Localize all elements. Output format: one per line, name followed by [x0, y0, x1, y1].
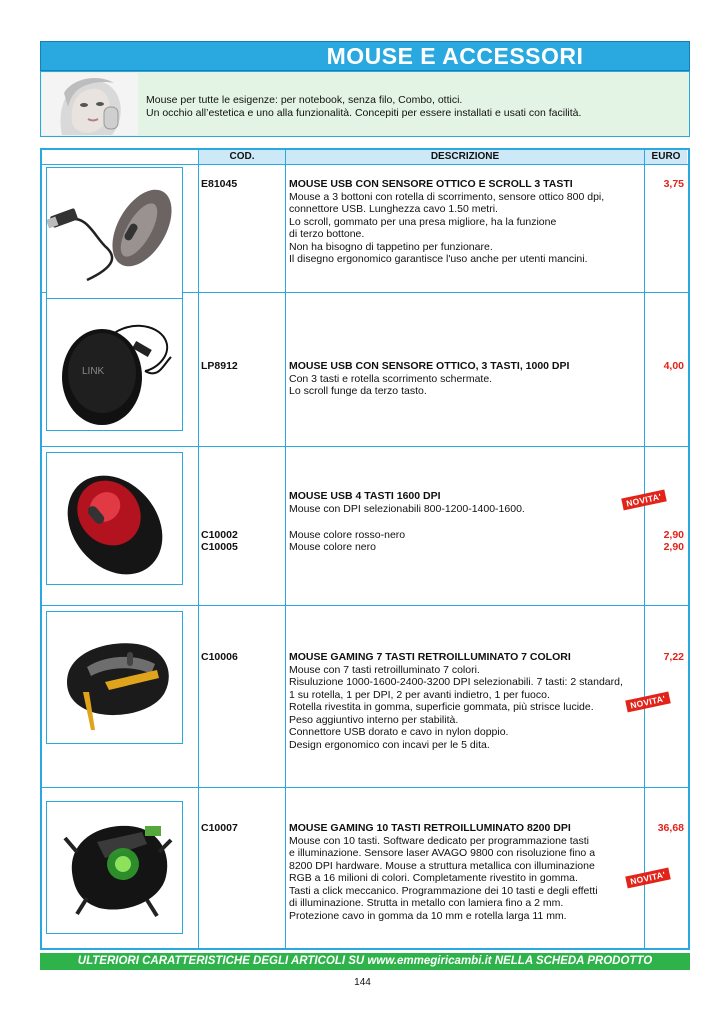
novita-badge: NOVITA': [621, 490, 666, 511]
variant-description: Mouse colore nero: [289, 541, 376, 553]
row-divider: [42, 787, 688, 788]
novita-badge: NOVITA': [625, 692, 670, 713]
description-line: Connettore USB dorato e cavo in nylon doppio.: [289, 726, 509, 738]
product-image-lp8912: [46, 298, 183, 431]
intro-photo: [42, 73, 138, 135]
description-line: RGB a 16 milioni di colori. Completamente rivestito in gomma.: [289, 872, 578, 884]
intro-text: [146, 94, 581, 120]
description-line: Mouse con 7 tasti retroilluminato 7 colori.: [289, 663, 480, 676]
description-line: Lo scroll funge da terzo tasto.: [289, 385, 427, 397]
description-line: Protezione cavo in gomma da 10 mm e rotella larga 11 mm.: [289, 909, 567, 922]
header-descrizione: DESCRIZIONE: [286, 150, 644, 164]
product-description: [289, 822, 644, 922]
description-line: Non ha bisogno di tappetino per funzionare.: [289, 240, 493, 253]
product-image-c10006: [46, 611, 183, 744]
product-title: MOUSE USB 4 TASTI 1600 DPI: [289, 490, 441, 502]
description-line: 1 su rotella, 1 per DPI, 2 per avanti indietro, 1 per fuoco.: [289, 688, 550, 701]
title-bar: [40, 41, 690, 71]
product-image-c10007: [46, 801, 183, 934]
description-line: di terzo bottone.: [289, 228, 365, 240]
product-title: MOUSE GAMING 7 TASTI RETROILLUMINATO 7 COLORI: [289, 651, 571, 663]
product-title: MOUSE USB CON SENSORE OTTICO, 3 TASTI, 1000 DPI: [289, 360, 570, 372]
variant-code: C10002: [201, 529, 238, 541]
description-line: Rotella rivestita in gomma, superficie gommata, più strisce lucide.: [289, 701, 594, 713]
product-image-c10002: [46, 452, 183, 585]
variant-price: 2,90: [663, 529, 684, 541]
description-line: Lo scroll, gommato per una presa migliore, ha la funzione: [289, 215, 557, 228]
product-price: 7,22: [663, 651, 684, 663]
product-title: MOUSE USB CON SENSORE OTTICO E SCROLL 3 TASTI: [289, 178, 573, 190]
variant-price: 2,90: [663, 541, 684, 553]
product-image-e81045: [46, 167, 183, 300]
column-divider: [285, 150, 286, 948]
description-line: Design ergonomico con incavi per le 5 dita.: [289, 738, 490, 751]
product-price: 36,68: [657, 822, 684, 834]
header-euro: EURO: [645, 150, 687, 164]
page-number: 144: [354, 977, 371, 988]
variant-code: C10005: [201, 541, 238, 553]
description-line: connettore USB. Lunghezza cavo 1.50 metri.: [289, 203, 498, 215]
description-line: Il disegno ergonomico garantisce l'uso anche per utenti mancini.: [289, 253, 588, 265]
header-cod: COD.: [199, 150, 285, 164]
product-description: [289, 178, 644, 266]
description-line: Mouse con 10 tasti. Software dedicato per programmazione tasti: [289, 834, 589, 847]
description-line: Risuluzione 1000-1600-2400-3200 DPI selezionabili. 7 tasti: 2 standard,: [289, 676, 623, 688]
intro-box: [40, 71, 690, 137]
description-line: Mouse con DPI selezionabili 800-1200-1400-1600.: [289, 502, 525, 515]
product-code: C10006: [201, 651, 238, 663]
product-description: [289, 360, 644, 398]
intro-line-2: Un occhio all’estetica e uno alla funzionalità. Concepiti per essere installati e usati con facilità.: [146, 107, 582, 119]
novita-badge: NOVITA': [625, 868, 670, 889]
product-code: LP8912: [201, 360, 238, 372]
description-line: Tasti a click meccanico. Programmazione dei 10 tasti e degli effetti: [289, 884, 598, 897]
row-divider: [42, 446, 688, 447]
svg-text:LINK: LINK: [82, 366, 105, 377]
intro-line-1: Mouse per tutte le esigenze: per notebook, senza filo, Combo, ottici.: [146, 94, 463, 106]
description-line: e illuminazione. Sensore laser AVAGO 9800 con risoluzione fino a: [289, 847, 596, 859]
product-title: MOUSE GAMING 10 TASTI RETROILLUMINATO 8200 DPI: [289, 822, 571, 834]
product-code: C10007: [201, 822, 238, 834]
product-description: [289, 490, 644, 515]
footer-banner: ULTERIORI CARATTERISTICHE DEGLI ARTICOLI SU www.emmegiricambi.it NELLA SCHEDA PRODOTTO: [40, 953, 690, 970]
product-code: E81045: [201, 178, 238, 190]
variant-description: Mouse colore rosso-nero: [289, 529, 406, 541]
column-divider: [198, 150, 199, 948]
product-price: 4,00: [663, 360, 684, 372]
description-line: 8200 DPI hardware. Mouse a struttura metallica con illuminazione: [289, 859, 595, 872]
header-divider: [42, 164, 688, 165]
description-line: Mouse a 3 bottoni con rotella di scorrimento, sensore ottico 800 dpi,: [289, 190, 605, 203]
row-divider: [42, 605, 688, 606]
description-line: Peso aggiuntivo interno per stabilità.: [289, 713, 459, 726]
product-description: [289, 651, 644, 751]
description-line: Con 3 tasti e rotella scorrimento schermate.: [289, 372, 493, 385]
column-divider: [644, 150, 645, 948]
product-price: 3,75: [663, 178, 684, 190]
description-line: di illuminazione. Strutta in metallo con lamiera fino a 2 mm.: [289, 897, 564, 909]
page-title: MOUSE E ACCESSORI: [326, 43, 584, 69]
